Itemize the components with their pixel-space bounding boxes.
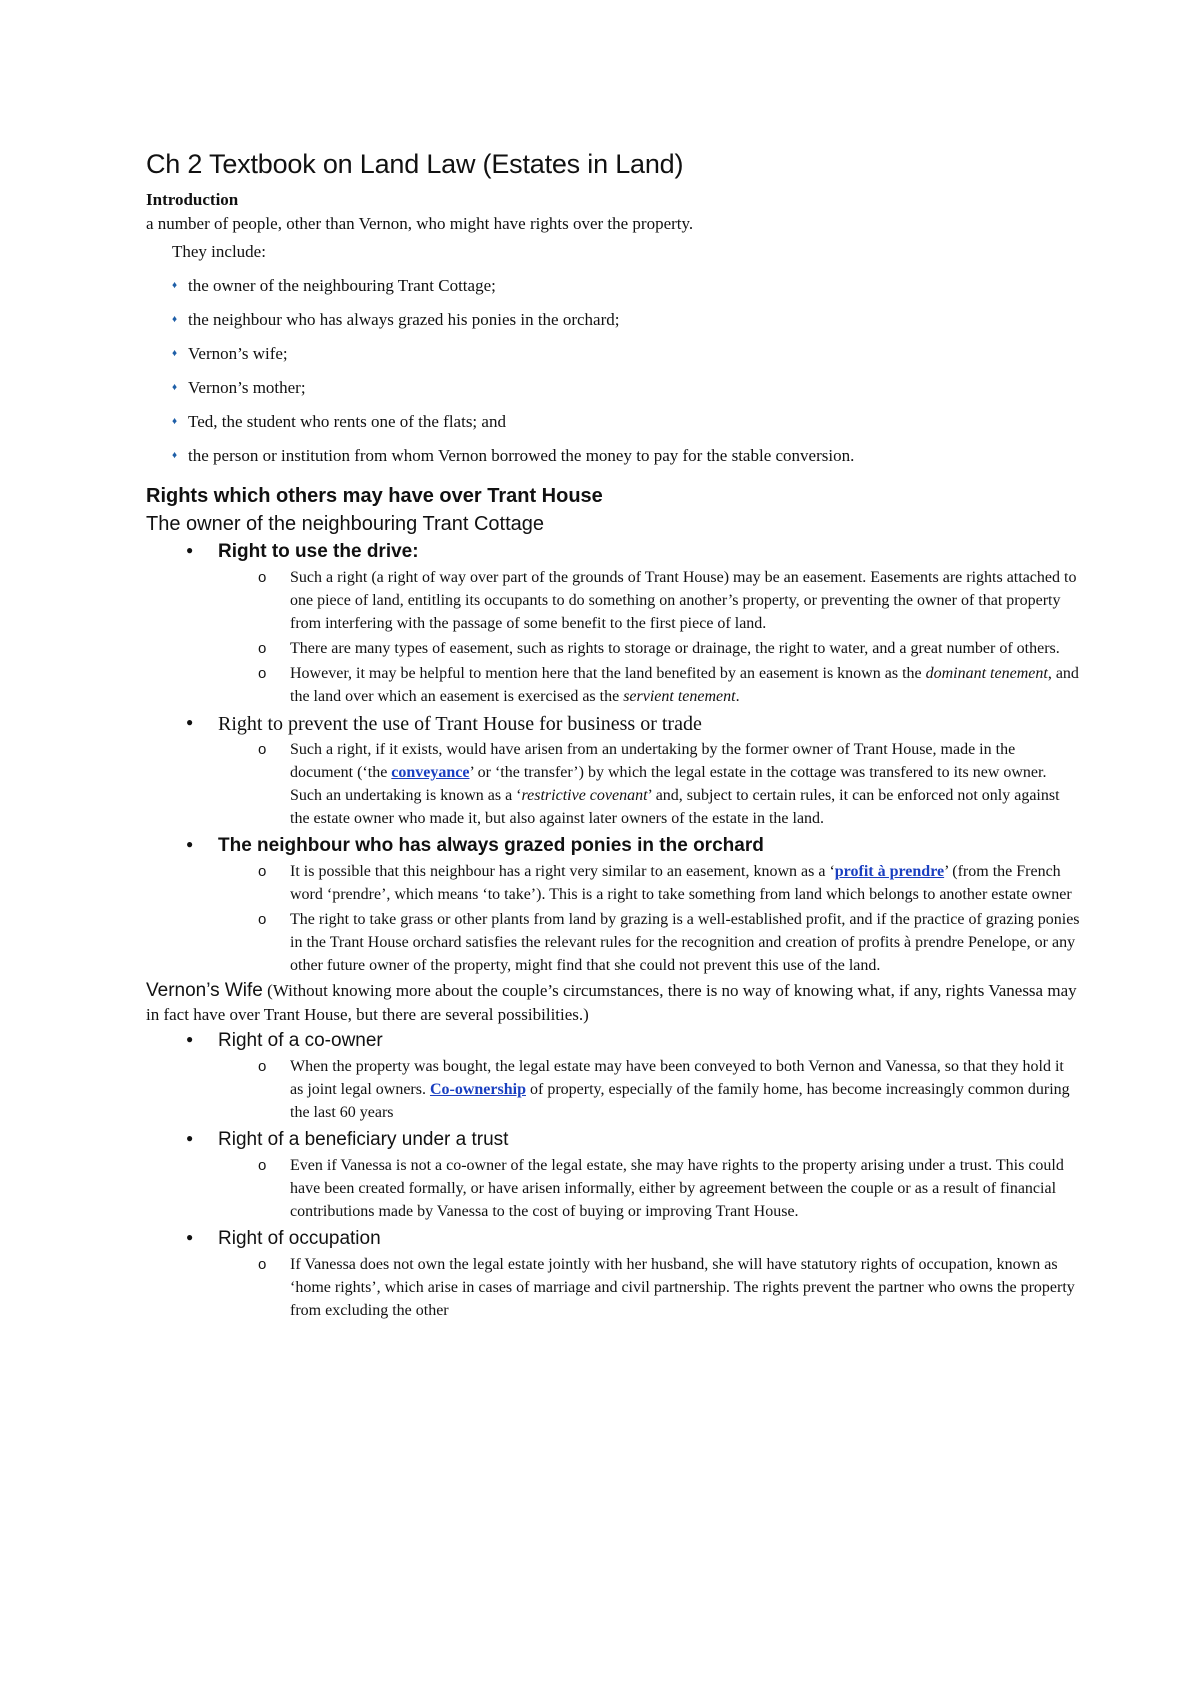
prevent-item xyxy=(182,710,1080,830)
sub-item: o There are many types of easement, such as rights to storage or drainage, the right to water, and a great number of others. xyxy=(254,637,1080,660)
rights-heading: Rights which others may have over Trant House xyxy=(146,485,603,507)
sub-item: o Even if Vanessa is not a co-owner of the legal estate, she may have rights to the property arising under a trust. This could have been created formally, or have arisen informally, either by agreement between the couple or as a result of financial contributions made by Vanessa to the cost of buying or improving Trant House. xyxy=(254,1154,1080,1223)
profit-a-prendre-link[interactable]: profit à prendre xyxy=(834,863,945,880)
ponies-item xyxy=(182,832,1080,977)
ponies-sublist xyxy=(254,860,1080,977)
drive-sublist xyxy=(254,566,1080,708)
drive-item xyxy=(182,538,1080,708)
list-item: ♦ Vernon’s wife; xyxy=(172,342,1080,366)
sub-item: o Such a right (a right of way over part of the grounds of Trant House) may be an easement. Easements are rights attached to one piece of land, entitling its occupants to do something on another’s property, or preventing the owner of that property from interfering with the passage of some benefit to the first piece of land. xyxy=(254,566,1080,635)
owner-heading: The owner of the neighbouring Trant Cottage xyxy=(146,513,545,535)
wife-rights-list xyxy=(182,1027,1080,1322)
trust-label: ● Right of a beneficiary under a trust xyxy=(218,1129,509,1150)
intro-line-1: a number of people, other than Vernon, who might have rights over the property. xyxy=(146,214,694,233)
co-ownership-link[interactable]: Co-ownership xyxy=(429,1081,526,1098)
page-title: Ch 2 Textbook on Land Law (Estates in Land) xyxy=(146,149,684,179)
wife-note: (Without knowing more about the couple’s circumstances, there is no way of knowing what, if any, rights Vanessa may in fact have over Trant House, but there are several possibilities.) xyxy=(146,981,1077,1024)
trust-sublist xyxy=(254,1154,1080,1223)
list-item: ♦ Ted, the student who rents one of the flats; and xyxy=(172,410,1080,434)
ponies-label: ● The neighbour who has always grazed ponies in the orchard xyxy=(218,835,764,856)
intro-list xyxy=(172,274,1080,468)
occupation-label: ● Right of occupation xyxy=(218,1228,381,1249)
wife-paragraph xyxy=(146,979,1080,1027)
occupation-sublist xyxy=(254,1253,1080,1322)
occupation-item xyxy=(182,1225,1080,1322)
coowner-sublist xyxy=(254,1055,1080,1124)
prevent-label: ● Right to prevent the use of Trant House for business or trade xyxy=(218,713,702,735)
owner-rights-list xyxy=(182,538,1080,977)
prevent-sublist xyxy=(254,738,1080,830)
drive-label: ● Right to use the drive: xyxy=(218,541,419,562)
dominant-tenement-term: dominant tenement xyxy=(925,665,1048,682)
sub-item: o It is possible that this neighbour has a right very similar to an easement, known as a ‘profit à prendre’ (from the French word ‘prendre’, which means ‘to take’). This is a right to take something from land which belongs to another estate owner xyxy=(254,860,1080,906)
list-item: ♦ the neighbour who has always grazed his ponies in the orchard; xyxy=(172,308,1080,332)
sub-item: o The right to take grass or other plants from land by grazing is a well-established profit, and if the practice of grazing ponies in the Trant House orchard satisfies the relevant rules for the recognition and creation of profits à prendre Penelope, or any other future owner of the property, might find that she could not prevent this use of the land. xyxy=(254,908,1080,977)
sub-item: o When the property was bought, the legal estate may have been conveyed to both Vernon and Vanessa, so that they hold it as joint legal owners. Co-ownership of property, especially of the family home, has become increasingly common during the last 60 years xyxy=(254,1055,1080,1124)
trust-item xyxy=(182,1126,1080,1223)
wife-heading: Vernon’s Wife xyxy=(146,980,263,1001)
sub-item: o However, it may be helpful to mention here that the land benefited by an easement is known as the dominant tenement, and the land over which an easement is exercised as the servient tenement. xyxy=(254,662,1080,708)
sub-item: o If Vanessa does not own the legal estate jointly with her husband, she will have statutory rights of occupation, known as ‘home rights’, which arise in cases of marriage and civil partnership. The rights prevent the partner who owns the property from excluding the other xyxy=(254,1253,1080,1322)
coowner-label: ● Right of a co-owner xyxy=(218,1030,383,1051)
sub-item: o Such a right, if it exists, would have arisen from an undertaking by the former owner of Trant House, made in the document (‘the conveyance’ or ‘the transfer’) by which the legal estate in the cottage was transfered to its new owner. Such an undertaking is known as a ‘restrictive covenant’ and, subject to certain rules, it can be enforced not only against the estate owner who made it, but also against later owners of the estate in the land. xyxy=(254,738,1080,830)
intro-line-2: They include: xyxy=(172,242,266,261)
servient-tenement-term: servient tenement xyxy=(623,688,736,705)
list-item: ♦ Vernon’s mother; xyxy=(172,376,1080,400)
conveyance-link[interactable]: conveyance xyxy=(391,764,470,781)
list-item: ♦ the owner of the neighbouring Trant Cottage; xyxy=(172,274,1080,298)
coowner-item xyxy=(182,1027,1080,1124)
intro-heading: Introduction xyxy=(146,190,239,209)
list-item: ♦ the person or institution from whom Vernon borrowed the money to pay for the stable conversion. xyxy=(172,444,1080,468)
